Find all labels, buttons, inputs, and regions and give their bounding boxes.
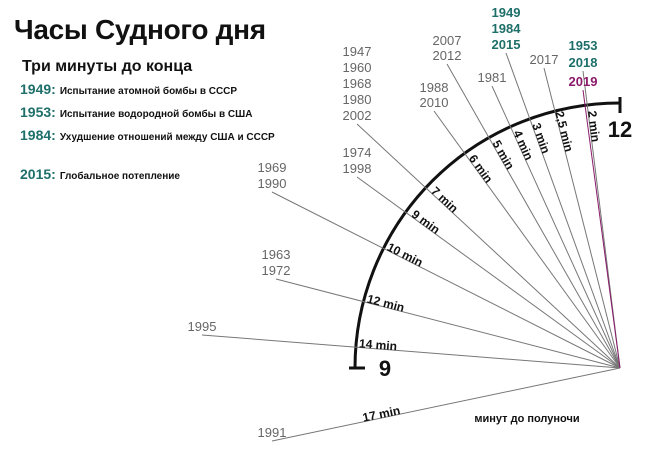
year-label: 1981	[477, 70, 507, 85]
page-subtitle: Три минуты до конца	[22, 58, 193, 75]
minute-label: 2 min	[585, 109, 603, 143]
year-line-10	[272, 192, 620, 368]
year-label: 1968	[342, 76, 372, 91]
minute-label: 10 min	[384, 239, 426, 270]
year-label: 1953	[568, 38, 598, 53]
minute-label: 7 min	[428, 184, 461, 216]
year-label: 2012	[432, 48, 462, 63]
year-label: 1969	[257, 160, 287, 175]
minute-label: 4 min	[510, 127, 537, 163]
year-label: 2019	[568, 74, 598, 89]
event-text: Испытание атомной бомбы в СССР	[59, 86, 238, 97]
minute-label: 6 min	[465, 152, 496, 186]
year-label: 1998	[342, 161, 372, 176]
year-line-3	[506, 53, 620, 368]
minute-label: 14 min	[358, 336, 398, 354]
dial-label-9: 9	[378, 356, 392, 381]
dial-arc	[355, 103, 620, 368]
year-label: 1974	[342, 145, 372, 160]
year-label: 1963	[261, 247, 291, 262]
year-label: 1984	[491, 21, 521, 36]
event-text: Глобальное потепление	[59, 171, 180, 182]
year-line-17	[272, 368, 620, 441]
year-label: 2015	[491, 37, 521, 52]
year-label: 1988	[419, 80, 449, 95]
year-label: 1972	[261, 263, 291, 278]
event-text: Испытание водородной бомбы в США	[59, 109, 253, 120]
year-label: 1980	[342, 92, 372, 107]
year-label: 2010	[419, 95, 449, 110]
year-label: 2018	[568, 55, 598, 70]
year-label: 1995	[187, 319, 217, 334]
event-text: Ухудшение отношений между США и СССР	[59, 132, 275, 143]
year-label: 2017	[529, 52, 559, 67]
minute-label: 2,5 min	[552, 109, 577, 154]
page-title: Часы Судного дня	[14, 14, 266, 45]
event-year: 1984:	[20, 127, 56, 143]
minute-label: 5 min	[489, 137, 518, 172]
year-label: 2007	[432, 33, 462, 48]
dial-label-12: 12	[607, 117, 633, 142]
year-label: 2002	[342, 108, 372, 123]
year-label: 1991	[257, 425, 287, 440]
minute-label: 17 min	[361, 403, 402, 425]
event-year: 1949:	[20, 81, 56, 97]
event-year: 1953:	[20, 104, 56, 120]
year-label: 1990	[257, 176, 287, 191]
minute-label: 12 min	[365, 291, 406, 315]
year-label: 1960	[342, 60, 372, 75]
event-year: 2015:	[20, 166, 56, 182]
minute-label: 3 min	[529, 121, 553, 156]
year-label: 1949	[491, 5, 521, 20]
year-label: 1947	[342, 44, 372, 59]
minute-label: 9 min	[408, 207, 443, 237]
dial-caption: минут до полуночи	[474, 413, 580, 425]
